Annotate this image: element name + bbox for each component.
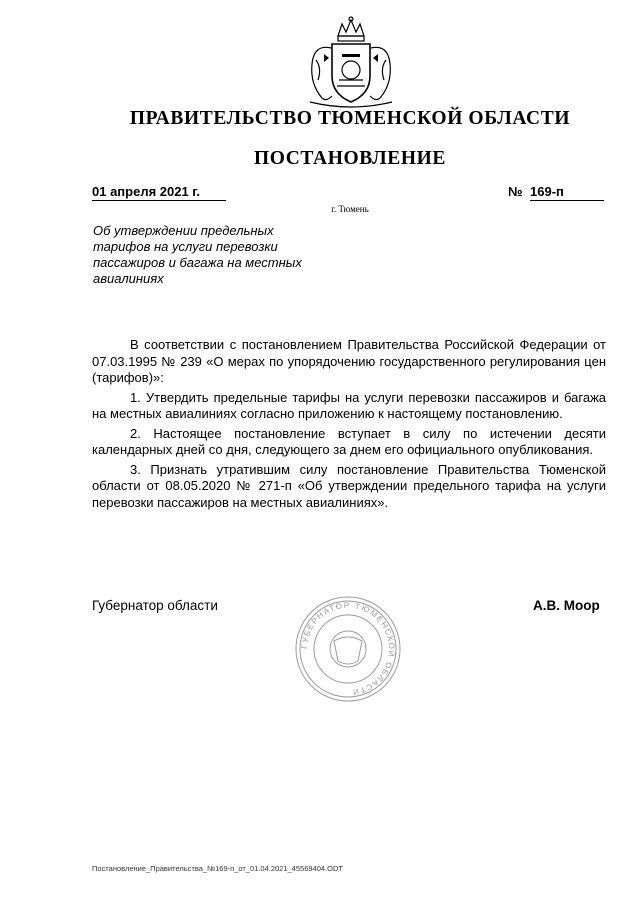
preamble-paragraph: В соответствии с постановлением Правительства Российской Федерации от 07.03.1995 № 239 «О мерах по упорядочению государственного регулирования цен (тарифов)»: [92,337,606,385]
footer-filename: Постановление_Правительства_№169-п_от_01.04.2021_45569404.ODT [92,864,343,873]
number-sign: № [508,184,523,199]
seal-text: ГУБЕРНАТОР ТЮМЕНСКОЙ ОБЛАСТИ [299,600,397,697]
document-type: ПОСТАНОВЛЕНИЕ [253,148,447,169]
document-number: 169-п [530,184,604,201]
clause-2: 2. Настоящее постановление вступает в силу по истечении десяти календарных дней со дня, следующего за днем его официального опубликования. [92,425,606,457]
clause-1: 1. Утвердить предельные тарифы на услуги перевозки пассажиров и багажа на местных авиалиниях согласно приложению к настоящему постановлению. [92,389,606,421]
signer-name: А.В. Моор [533,598,600,613]
document-city: г. Тюмень [331,204,369,214]
clause-3: 3. Признать утратившим силу постановление Правительства Тюменской области от 08.05.2020 № 271-п «Об утверждении предельного тарифа на услуги перевозки пассажиров на местных авиалиниях». [92,461,606,510]
coat-of-arms-icon [296,14,406,112]
official-seal-icon [294,595,402,703]
organization-name: ПРАВИТЕЛЬСТВО ТЮМЕНСКОЙ ОБЛАСТИ [129,108,571,129]
document-date: 01 апреля 2021 г. [92,184,226,201]
document-body [92,337,606,514]
document-subject: Об утверждении предельных тарифов на услуги перевозки пассажиров и багажа на местных авиалиниях [93,223,302,286]
signer-title: Губернатор области [92,598,218,613]
